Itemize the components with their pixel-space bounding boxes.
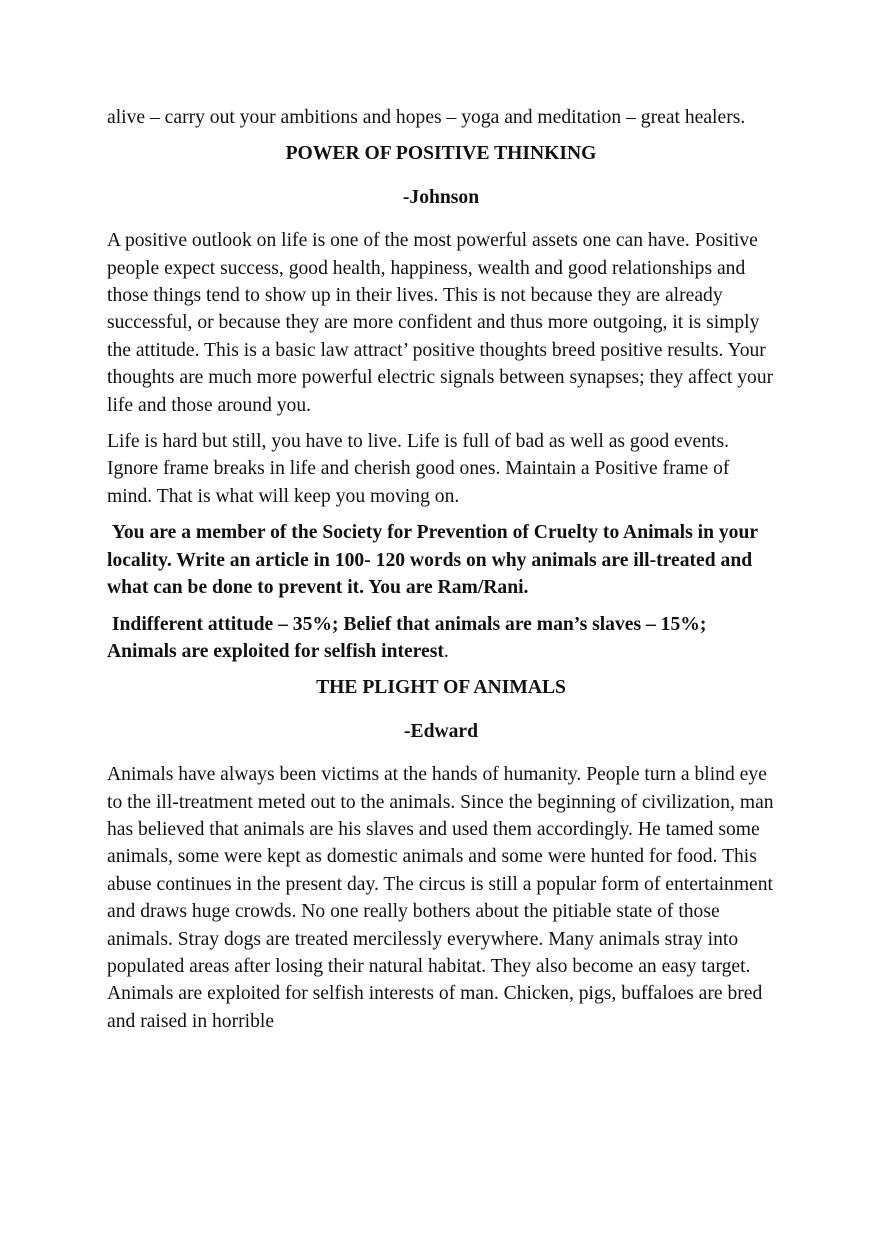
article1-title: POWER OF POSITIVE THINKING (285, 143, 597, 165)
article2-title: THE PLIGHT OF ANIMALS (316, 677, 566, 699)
intro-fragment: alive – carry out your ambitions and hopes – yoga and meditation – great healers. (107, 107, 746, 128)
question-hints-block (107, 611, 775, 666)
question-hints-end: . (443, 640, 449, 662)
question-prompt: You are a member of the Society for Prevention of Cruelty to Animals in your locality. Write an article in 100- 120 words on why animals are ill-treated and what can be done to prevent it. You are Ram/Rani. (107, 522, 763, 599)
document-page (107, 104, 775, 1044)
article2-author: -Edward (403, 720, 479, 742)
article1-paragraph-1: A positive outlook on life is one of the most powerful assets one can have. Positive people expect success, good health, happiness, wealth and good relationships and those things tend to show up in their lives. This is not because they are already successful, or because they are more confident and thus more outgoing, it is simply the attitude. This is a basic law attract’ positive thoughts breed positive results. Your thoughts are much more powerful electric signals between synapses; they affect your life and those around you. (107, 230, 774, 416)
article2-paragraph-1: Animals have always been victims at the hands of humanity. People turn a blind eye to the ill-treatment meted out to the animals. Since the beginning of civilization, man has believed that animals are his slaves and used them accordingly. He tamed some animals, some were kept as domestic animals and some were hunted for food. This abuse continues in the present day. The circus is still a popular form of entertainment and draws huge crowds. No one really bothers about the pitiable state of those animals. Stray dogs are treated mercilessly everywhere. Many animals stray into populated areas after losing their natural habitat. They also become an easy target. Animals are exploited for selfish interests of man. Chicken, pigs, buffaloes are bred and raised in horrible (107, 764, 774, 1032)
article1-paragraph-2: Life is hard but still, you have to live. Life is full of bad as well as good events. Ignore frame breaks in life and cherish good ones. Maintain a Positive frame of mind. That is what will keep you moving on. (107, 431, 730, 507)
article1-author: -Johnson (402, 186, 480, 208)
question-hints: Indifferent attitude – 35%; Belief that animals are man’s slaves – 15%; Animals are exploited for selfish interest (107, 613, 711, 662)
